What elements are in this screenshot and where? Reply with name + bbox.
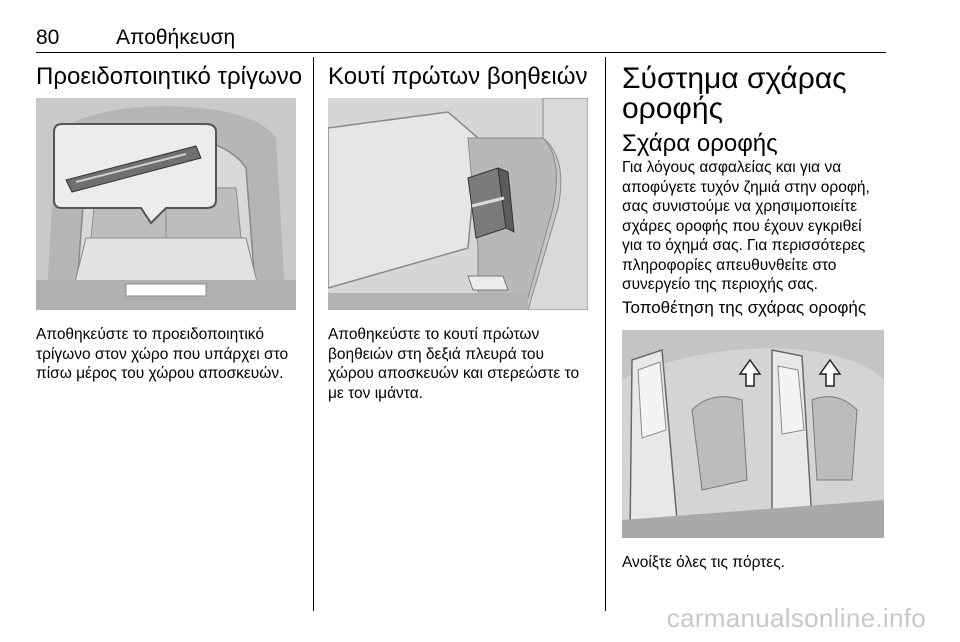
body-line: για το όχημά σας. Για περισσότερες [622, 237, 866, 254]
heading-line: Σύστημα σχάρας [622, 62, 847, 95]
warning-triangle-heading: Προειδοποιητικό τρίγωνο [36, 63, 303, 90]
watermark: carmanualsonline.info [666, 603, 926, 633]
header-rule [36, 52, 886, 53]
warning-triangle-caption [36, 325, 288, 384]
heading-line: οροφής [622, 92, 724, 125]
body-line: σας συνιστούμε να χρησιμοποιείτε [622, 198, 858, 215]
roof-rack-mounting-heading: Τοποθέτηση της σχάρας οροφής [622, 298, 867, 317]
roof-rack-subheading: Σχάρα οροφής [622, 130, 778, 157]
caption-line: χώρου αποσκευών και στερεώστε το [328, 365, 580, 382]
column-divider-2 [605, 57, 606, 611]
caption-line: Ανοίξτε όλες τις πόρτες. [622, 554, 785, 571]
body-line: πληροφορίες απευθυνθείτε στο [622, 256, 837, 274]
running-title: Αποθήκευση [116, 26, 236, 49]
body-line: συνεργείο της περιοχής σας. [622, 276, 818, 293]
page-number: 80 [36, 26, 60, 49]
caption-line: τρίγωνο στον χώρο που υπάρχει στο [36, 345, 289, 363]
roof-rack-system-heading [622, 64, 847, 124]
caption-line: Αποθηκεύστε το προειδοποιητικό [36, 326, 264, 343]
first-aid-kit-caption [328, 325, 579, 403]
roof-rack-body [622, 158, 870, 295]
caption-line: Αποθηκεύστε το κουτί πρώτων [328, 326, 540, 343]
caption-line: με τον ιμάντα. [328, 384, 423, 402]
warning-triangle-figure [36, 98, 296, 310]
body-line: σχάρες οροφής που έχουν εγκριθεί [622, 217, 862, 235]
body-line: Για λόγους ασφαλείας και για να [622, 159, 842, 176]
caption-line: πίσω μέρος του χώρου αποσκευών. [36, 365, 284, 382]
roof-rack-mounting-figure [622, 330, 884, 538]
page-header [36, 26, 886, 50]
body-line: αποφύγετε τυχόν ζημιά στην οροφή, [622, 178, 870, 196]
first-aid-kit-figure [328, 98, 588, 310]
caption-line: βοηθειών στη δεξιά πλευρά του [328, 345, 545, 363]
column-divider-1 [313, 57, 314, 611]
first-aid-kit-heading: Κουτί πρώτων βοηθειών [328, 63, 588, 90]
roof-rack-mounting-caption [622, 553, 785, 573]
